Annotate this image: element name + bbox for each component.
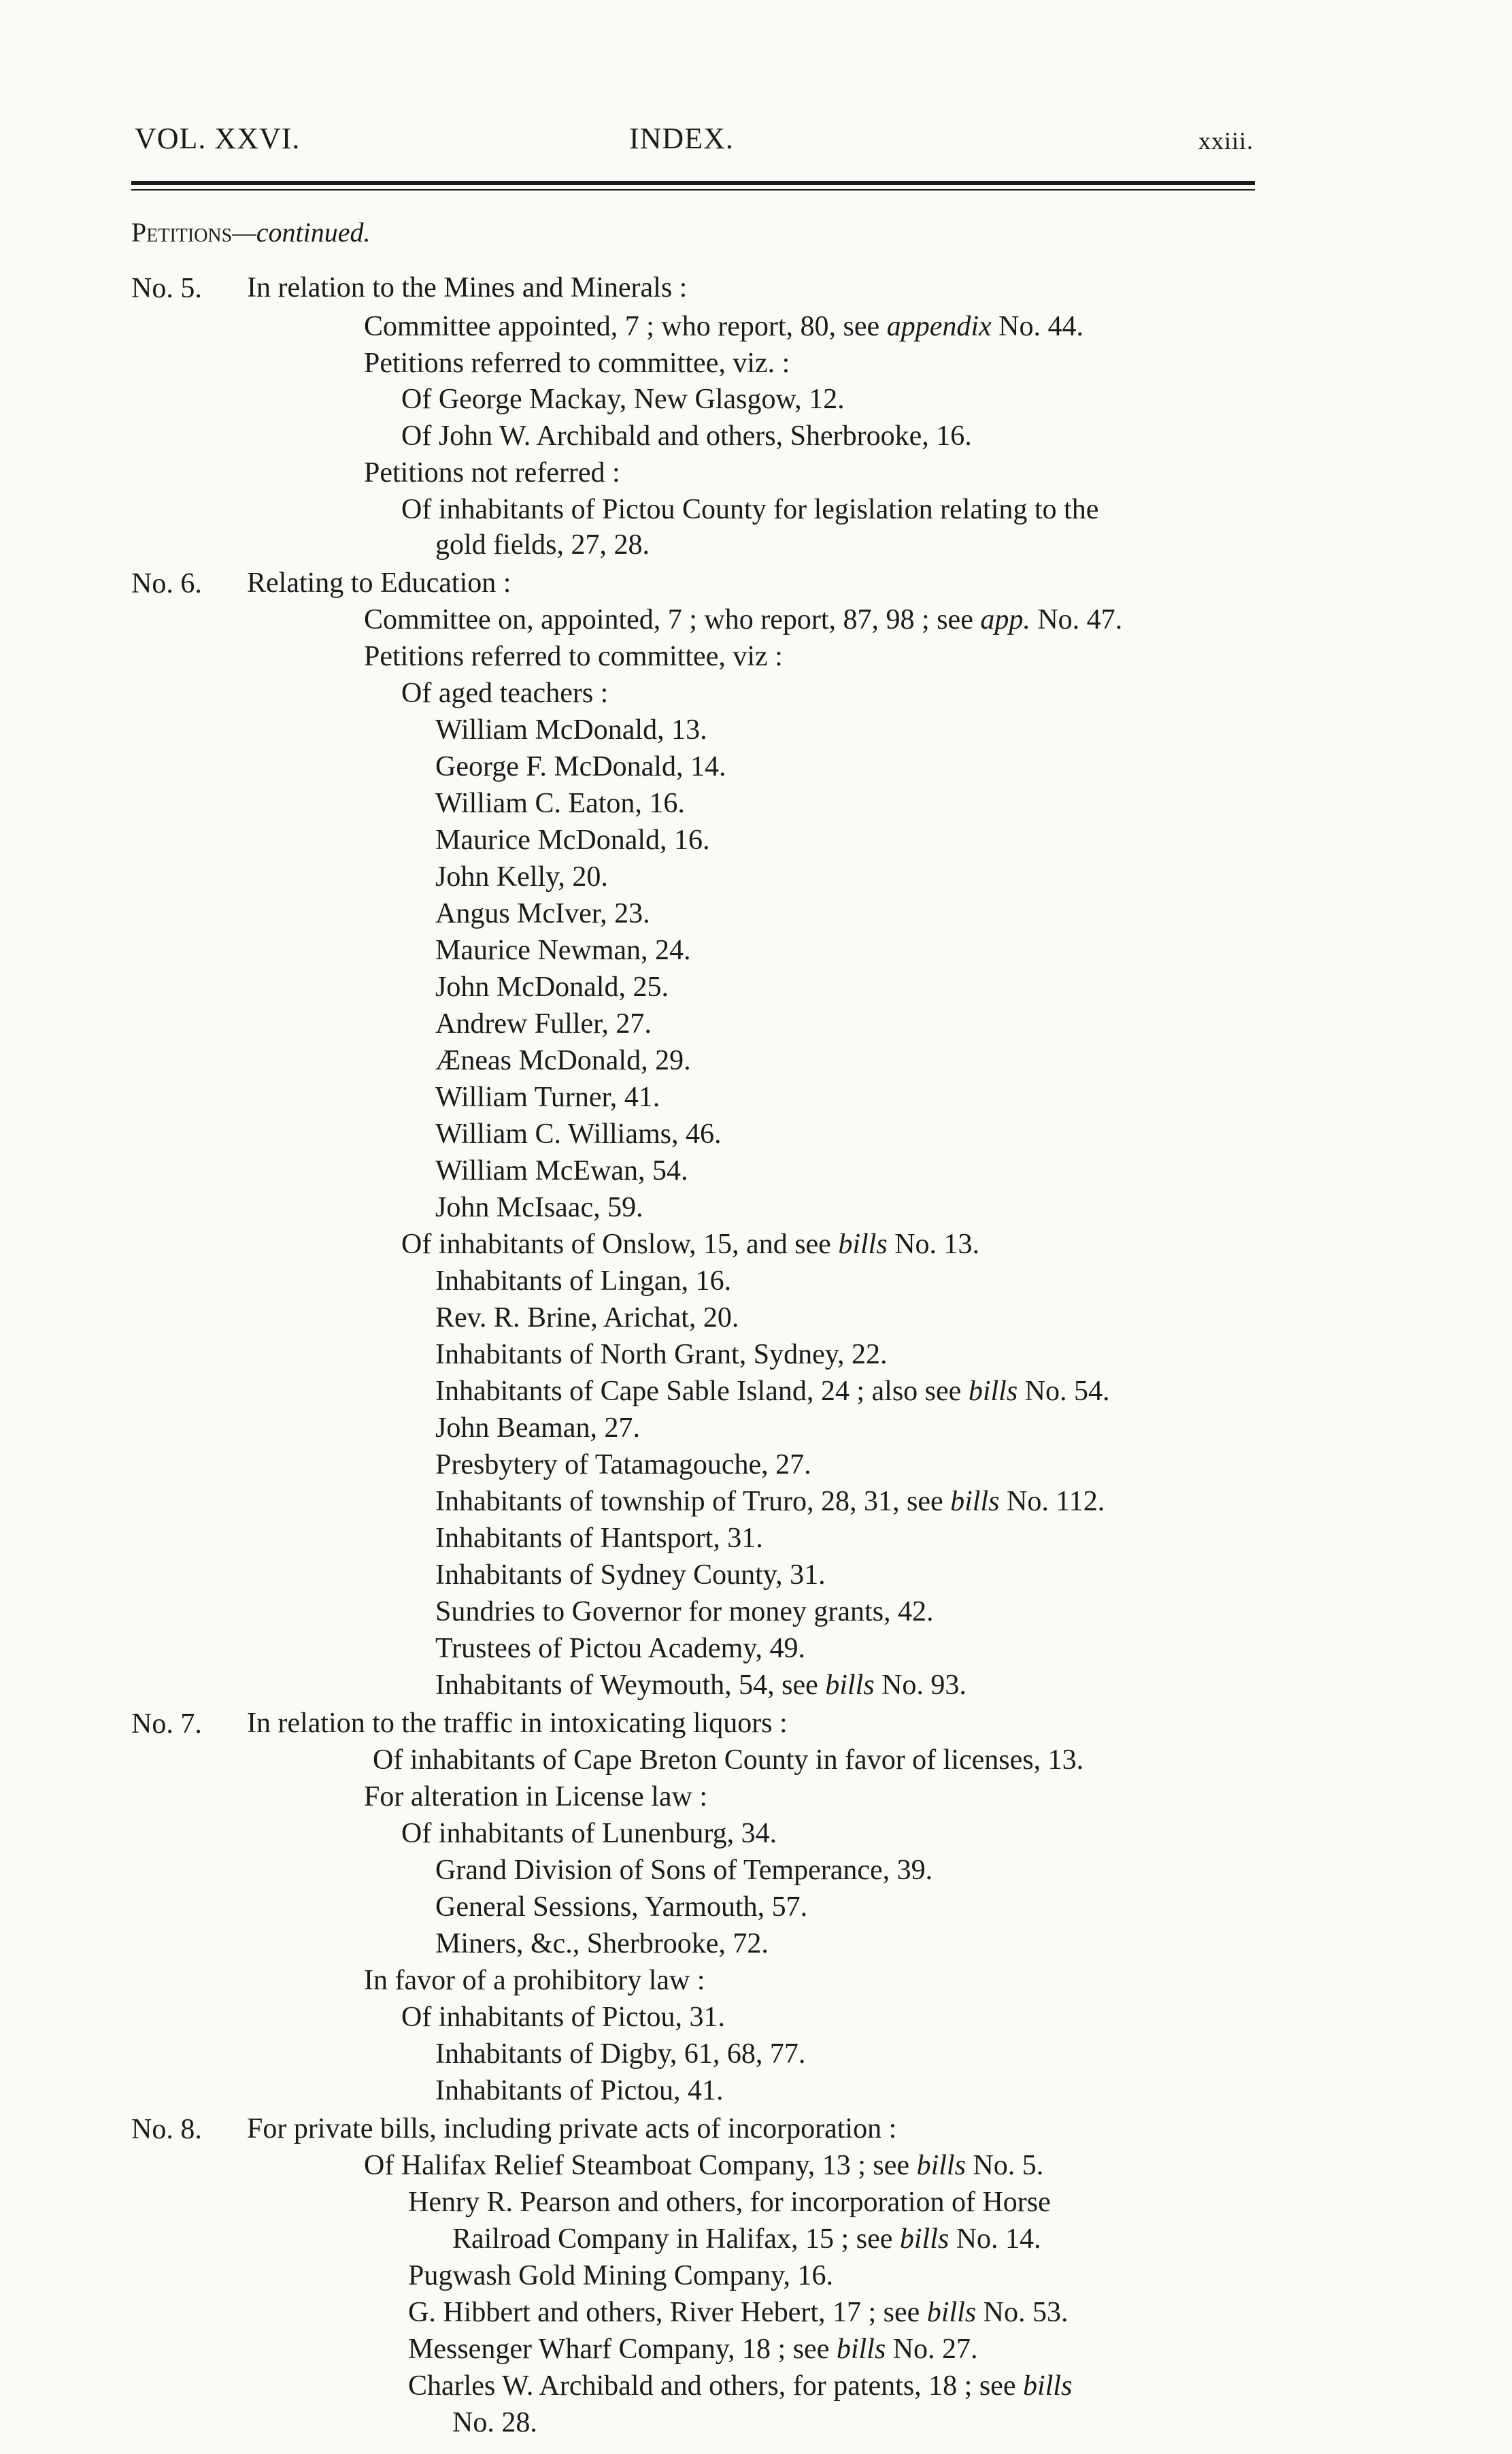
index-line: Of George Mackay, New Glasgow, 12. — [401, 384, 845, 415]
index-line: gold fields, 27, 28. — [435, 529, 650, 561]
index-line: In favor of a prohibitory law : — [364, 1965, 705, 1996]
index-line: Committee on, appointed, 7 ; who report, 87, 98 ; see app. No. 47. — [364, 604, 1123, 635]
index-line: Pugwash Gold Mining Company, 16. — [408, 2260, 833, 2291]
teacher-line: Andrew Fuller, 27. — [435, 1008, 652, 1040]
teacher-line: William Turner, 41. — [435, 1082, 660, 1113]
teacher-line: Angus McIver, 23. — [435, 898, 650, 929]
teacher-line: George F. McDonald, 14. — [435, 751, 726, 782]
teacher-line: William McEwan, 54. — [435, 1155, 688, 1187]
teacher-line: John McDonald, 25. — [435, 972, 669, 1003]
index-line: Charles W. Archibald and others, for patents, 18 ; see bills — [408, 2370, 1073, 2402]
index-line: Inhabitants of Lingan, 16. — [435, 1265, 732, 1297]
index-line: Of John W. Archibald and others, Sherbrooke, 16. — [401, 420, 972, 452]
index-line: Inhabitants of North Grant, Sydney, 22. — [435, 1339, 888, 1370]
header-rule-thick — [131, 181, 1255, 185]
index-line: Inhabitants of Pictou, 41. — [435, 2075, 724, 2106]
teacher-line: John McIsaac, 59. — [435, 1192, 643, 1223]
index-line: Railroad Company in Halifax, 15 ; see bills No. 14. — [452, 2223, 1041, 2255]
header-rule-thin — [131, 189, 1255, 190]
teacher-line: William McDonald, 13. — [435, 714, 707, 746]
entry-title: In relation to the traffic in intoxicating liquors : — [247, 1708, 788, 1739]
section-heading-main: Petitions — [131, 217, 233, 248]
index-line: Of Halifax Relief Steamboat Company, 13 ; see bills No. 5. — [364, 2150, 1044, 2181]
index-line: G. Hibbert and others, River Hebert, 17 ; see bills No. 53. — [408, 2297, 1069, 2328]
teacher-line: William C. Eaton, 16. — [435, 788, 685, 819]
index-line: Sundries to Governor for money grants, 42. — [435, 1596, 934, 1627]
index-line: Rev. R. Brine, Arichat, 20. — [435, 1302, 739, 1333]
entry-number: No. 5. — [131, 273, 202, 304]
index-line: Messenger Wharf Company, 18 ; see bills No. 27. — [408, 2334, 978, 2365]
entry-title: Relating to Education : — [247, 567, 511, 599]
index-line: Inhabitants of Weymouth, 54, see bills No. 93. — [435, 1670, 967, 1701]
index-line: Committee appointed, 7 ; who report, 80, see appendix No. 44. — [364, 311, 1083, 342]
running-head-title: INDEX. — [629, 122, 734, 155]
index-line: Of inhabitants of Onslow, 15, and see bills No. 13. — [401, 1229, 980, 1260]
index-line: No. 28. — [452, 2407, 537, 2438]
entry-number: No. 8. — [131, 2114, 202, 2145]
index-line: Petitions not referred : — [364, 457, 620, 488]
index-line: Trustees of Pictou Academy, 49. — [435, 1633, 806, 1664]
teacher-line: Maurice Newman, 24. — [435, 935, 691, 966]
index-line: Inhabitants of Digby, 61, 68, 77. — [435, 2038, 806, 2070]
section-heading-suffix: —continued. — [232, 217, 371, 248]
index-line: Inhabitants of Sydney County, 31. — [435, 1559, 826, 1591]
index-line: Miners, &c., Sherbrooke, 72. — [435, 1928, 769, 1959]
index-line: Petitions referred to committee, viz. : — [364, 348, 790, 379]
index-line: General Sessions, Yarmouth, 57. — [435, 1891, 808, 1923]
teacher-line: William C. Williams, 46. — [435, 1118, 722, 1150]
entry-title: In relation to the Mines and Minerals : — [247, 272, 688, 303]
index-line: John Beaman, 27. — [435, 1412, 640, 1444]
index-line: Inhabitants of Cape Sable Island, 24 ; also see bills No. 54. — [435, 1376, 1110, 1407]
index-line: Of inhabitants of Pictou County for legislation relating to the — [401, 494, 1099, 525]
running-head-volume: VOL. XXVI. — [135, 122, 301, 155]
entry-number: No. 6. — [131, 568, 202, 599]
teacher-line: Maurice McDonald, 16. — [435, 825, 710, 856]
teacher-line: John Kelly, 20. — [435, 861, 608, 893]
index-line: Inhabitants of township of Truro, 28, 31, see bills No. 112. — [435, 1486, 1105, 1517]
section-heading — [131, 216, 371, 248]
index-line: Presbytery of Tatamagouche, 27. — [435, 1449, 811, 1480]
index-line: For alteration in License law : — [364, 1781, 708, 1812]
index-line: Henry R. Pearson and others, for incorporation of Horse — [408, 2187, 1051, 2218]
index-line: Grand Division of Sons of Temperance, 39. — [435, 1855, 933, 1886]
teacher-line: Æneas McDonald, 29. — [435, 1045, 691, 1076]
entry-number: No. 7. — [131, 1708, 202, 1740]
page-number: xxiii. — [1198, 127, 1254, 154]
index-line: Of inhabitants of Cape Breton County in favor of licenses, 13. — [373, 1744, 1084, 1776]
index-line: Inhabitants of Hantsport, 31. — [435, 1523, 763, 1554]
index-line: Of inhabitants of Pictou, 31. — [401, 2002, 725, 2033]
index-line: Of aged teachers : — [401, 678, 609, 709]
entry-title: For private bills, including private acts of incorporation : — [247, 2113, 897, 2144]
index-line: Petitions referred to committee, viz : — [364, 641, 783, 672]
index-line: Of inhabitants of Lunenburg, 34. — [401, 1818, 777, 1849]
